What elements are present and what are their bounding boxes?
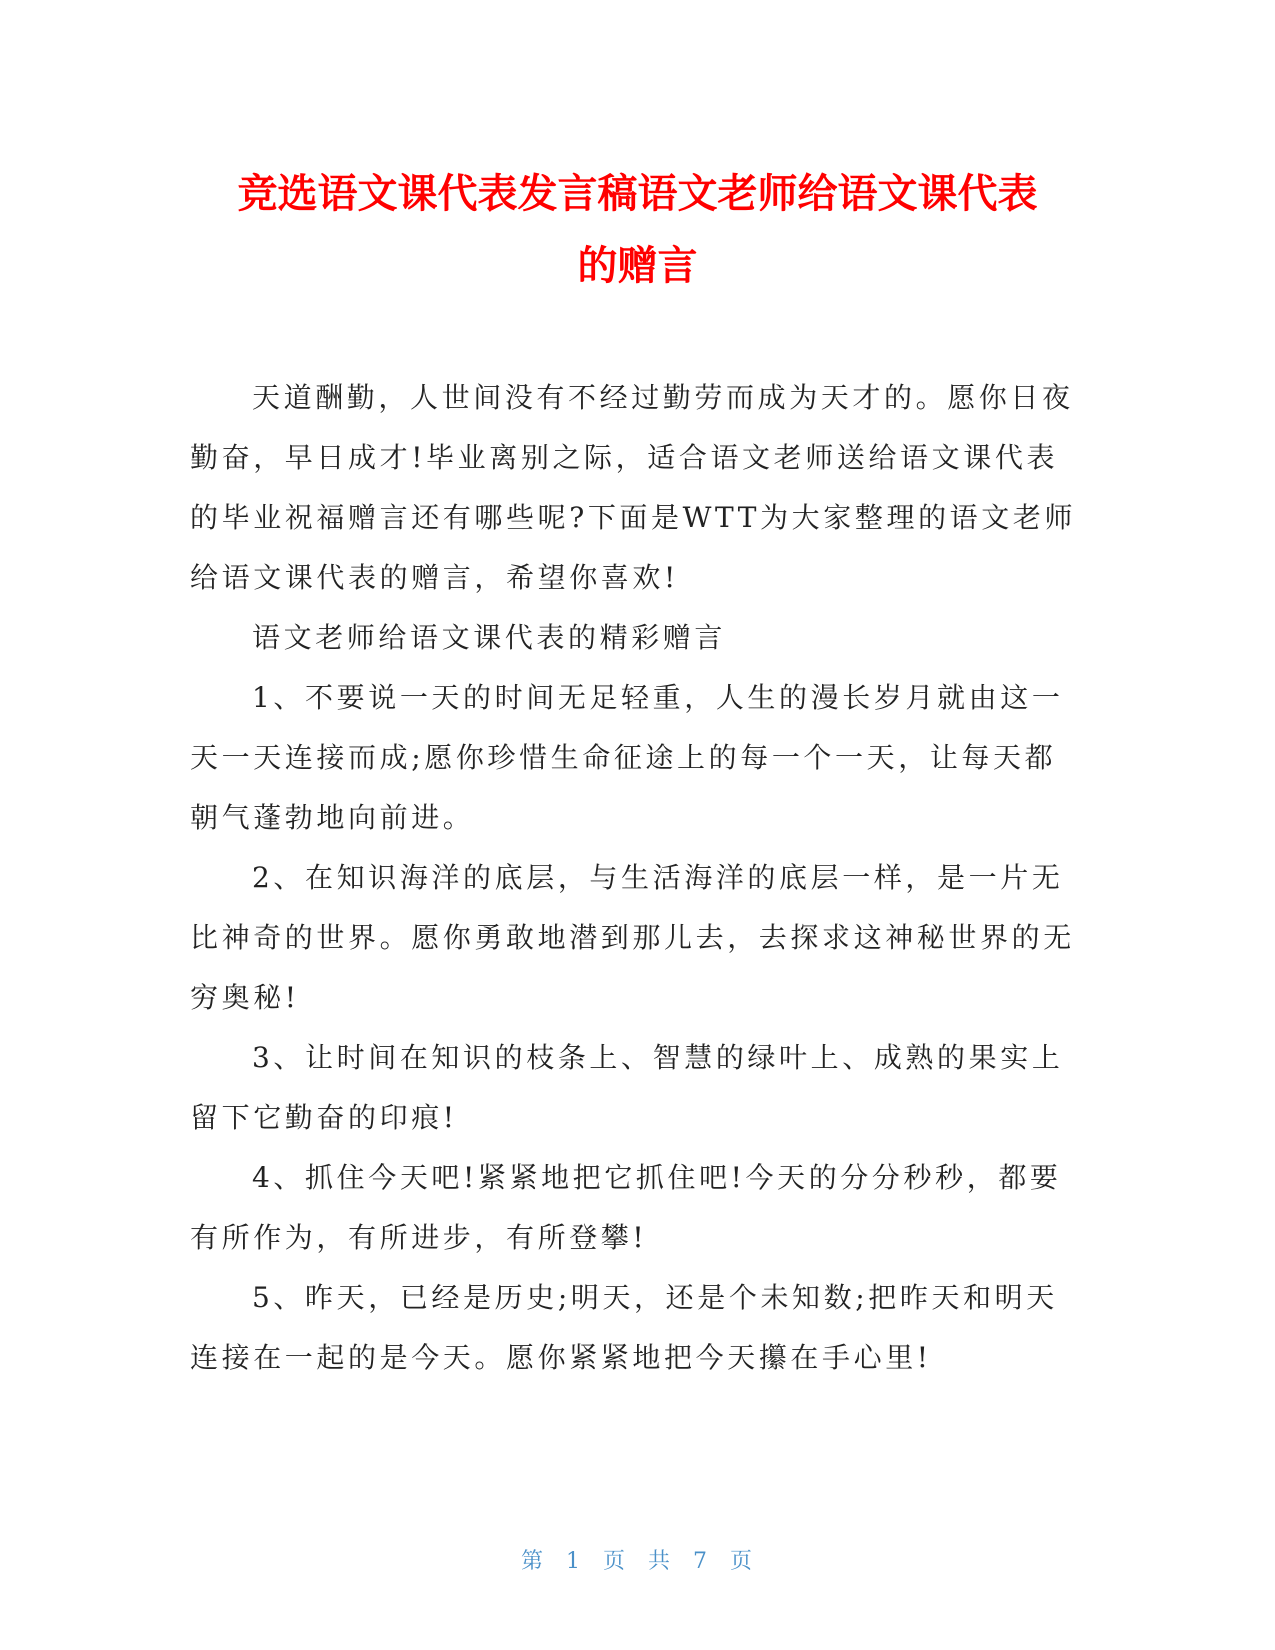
list-item: 5、昨天，已经是历史;明天，还是个未知数;把昨天和明天连接在一起的是今天。愿你紧紧地把今天攥在手心里! — [190, 1281, 1058, 1374]
title-line-2: 的赠言 — [577, 243, 698, 289]
page-footer — [0, 1544, 1275, 1575]
footer-suffix: 页 — [730, 1549, 755, 1574]
document-body — [190, 368, 1080, 1388]
footer-prefix: 第 — [520, 1549, 545, 1574]
footer-total-pages: 7 — [693, 1549, 710, 1574]
list-item: 1、不要说一天的时间无足轻重，人生的漫长岁月就由这一天一天连接而成;愿你珍惜生命征途上的每一个一天，让每天都朝气蓬勃地向前进。 — [190, 681, 1064, 834]
list-item: 2、在知识海洋的底层，与生活海洋的底层一样，是一片无比神奇的世界。愿你勇敢地潜到那儿去，去探求这神秘世界的无穷奥秘! — [190, 861, 1075, 1014]
list-item: 3、让时间在知识的枝条上、智慧的绿叶上、成熟的果实上留下它勤奋的印痕! — [190, 1041, 1064, 1134]
title-line-1: 竞选语文课代表发言稿语文老师给语文课代表 — [237, 171, 1038, 217]
intro-paragraph: 天道酬勤，人世间没有不经过勤劳而成为天才的。愿你日夜勤奋，早日成才!毕业离别之际，适合语文老师送给语文课代表的毕业祝福赠言还有哪些呢?下面是WTT为大家整理的语文老师给语文课代表的赠言，希望你喜欢! — [190, 381, 1077, 594]
footer-total-label: 共 — [648, 1549, 673, 1574]
footer-page-label: 页 — [602, 1549, 627, 1574]
section-heading: 语文老师给语文课代表的精彩赠言 — [252, 621, 727, 654]
list-item: 4、抓住今天吧!紧紧地把它抓住吧!今天的分分秒秒，都要有所作为，有所进步，有所登攀! — [190, 1161, 1062, 1254]
footer-page-number: 1 — [565, 1549, 582, 1574]
document-title — [170, 158, 1105, 302]
